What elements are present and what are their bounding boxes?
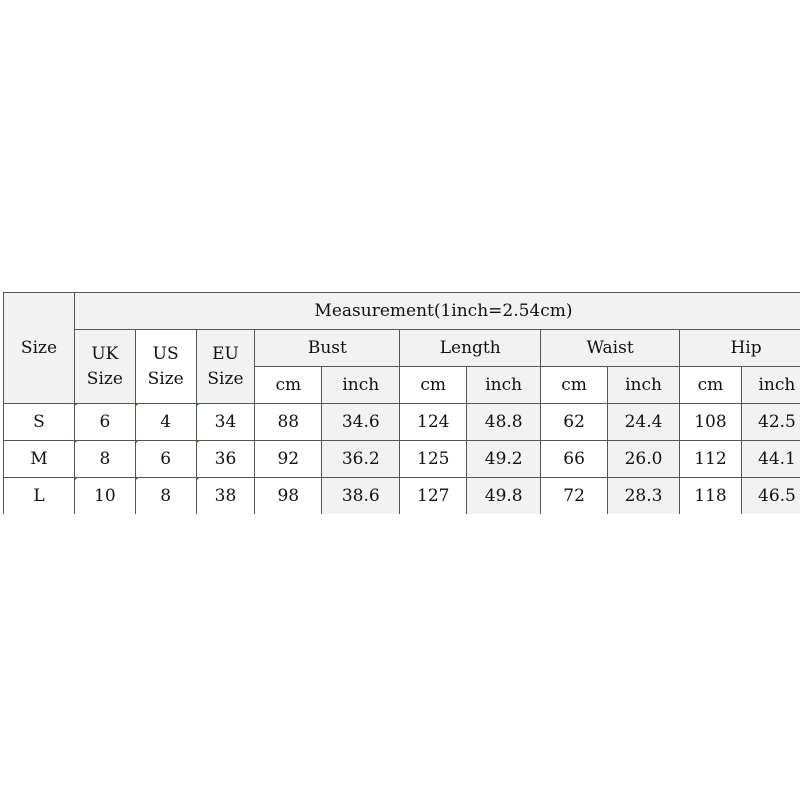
hip-inch-cell: 44.1 xyxy=(741,441,800,478)
us-size-header: US Size xyxy=(135,330,196,404)
us-cell: 6 xyxy=(135,441,196,478)
table-row xyxy=(4,441,800,478)
waist-inch-cell: 26.0 xyxy=(608,441,680,478)
waist-header: Waist xyxy=(541,330,680,367)
bust-inch-cell: 38.6 xyxy=(322,478,400,515)
bust-cm-cell: 88 xyxy=(255,404,322,441)
uk-cell: 8 xyxy=(74,441,135,478)
us-cell: 8 xyxy=(135,478,196,515)
table-row xyxy=(4,478,800,515)
uk-cell: 10 xyxy=(74,478,135,515)
us-cell: 4 xyxy=(135,404,196,441)
length-cm-cell: 125 xyxy=(400,441,467,478)
eu-cell: 38 xyxy=(196,478,255,515)
waist-cm-header: cm xyxy=(541,367,608,404)
length-inch-cell: 49.2 xyxy=(467,441,541,478)
hip-inch-cell: 46.5 xyxy=(741,478,800,515)
length-cm-header: cm xyxy=(400,367,467,404)
waist-cm-cell: 72 xyxy=(541,478,608,515)
eu-cell: 36 xyxy=(196,441,255,478)
size-cell: M xyxy=(4,441,75,478)
length-inch-cell: 49.8 xyxy=(467,478,541,515)
hip-header: Hip xyxy=(680,330,800,367)
hip-cm-cell: 118 xyxy=(680,478,742,515)
eu-cell: 34 xyxy=(196,404,255,441)
size-chart-table xyxy=(3,292,800,514)
length-header: Length xyxy=(400,330,541,367)
hip-cm-header: cm xyxy=(680,367,742,404)
length-inch-cell: 48.8 xyxy=(467,404,541,441)
bust-inch-cell: 36.2 xyxy=(322,441,400,478)
size-header: Size xyxy=(4,293,75,404)
measurement-title: Measurement(1inch=2.54cm) xyxy=(74,293,800,330)
uk-size-header: UK Size xyxy=(74,330,135,404)
uk-cell: 6 xyxy=(74,404,135,441)
bust-cm-cell: 92 xyxy=(255,441,322,478)
hip-inch-cell: 42.5 xyxy=(741,404,800,441)
waist-inch-cell: 24.4 xyxy=(608,404,680,441)
length-inch-header: inch xyxy=(467,367,541,404)
size-cell: L xyxy=(4,478,75,515)
bust-cm-cell: 98 xyxy=(255,478,322,515)
length-cm-cell: 127 xyxy=(400,478,467,515)
waist-inch-cell: 28.3 xyxy=(608,478,680,515)
size-cell: S xyxy=(4,404,75,441)
bust-inch-cell: 34.6 xyxy=(322,404,400,441)
hip-cm-cell: 112 xyxy=(680,441,742,478)
table-row xyxy=(4,404,800,441)
waist-cm-cell: 66 xyxy=(541,441,608,478)
hip-inch-header: inch xyxy=(741,367,800,404)
hip-cm-cell: 108 xyxy=(680,404,742,441)
waist-cm-cell: 62 xyxy=(541,404,608,441)
bust-cm-header: cm xyxy=(255,367,322,404)
bust-inch-header: inch xyxy=(322,367,400,404)
length-cm-cell: 124 xyxy=(400,404,467,441)
size-chart xyxy=(3,292,800,514)
eu-size-header: EU Size xyxy=(196,330,255,404)
waist-inch-header: inch xyxy=(608,367,680,404)
bust-header: Bust xyxy=(255,330,400,367)
